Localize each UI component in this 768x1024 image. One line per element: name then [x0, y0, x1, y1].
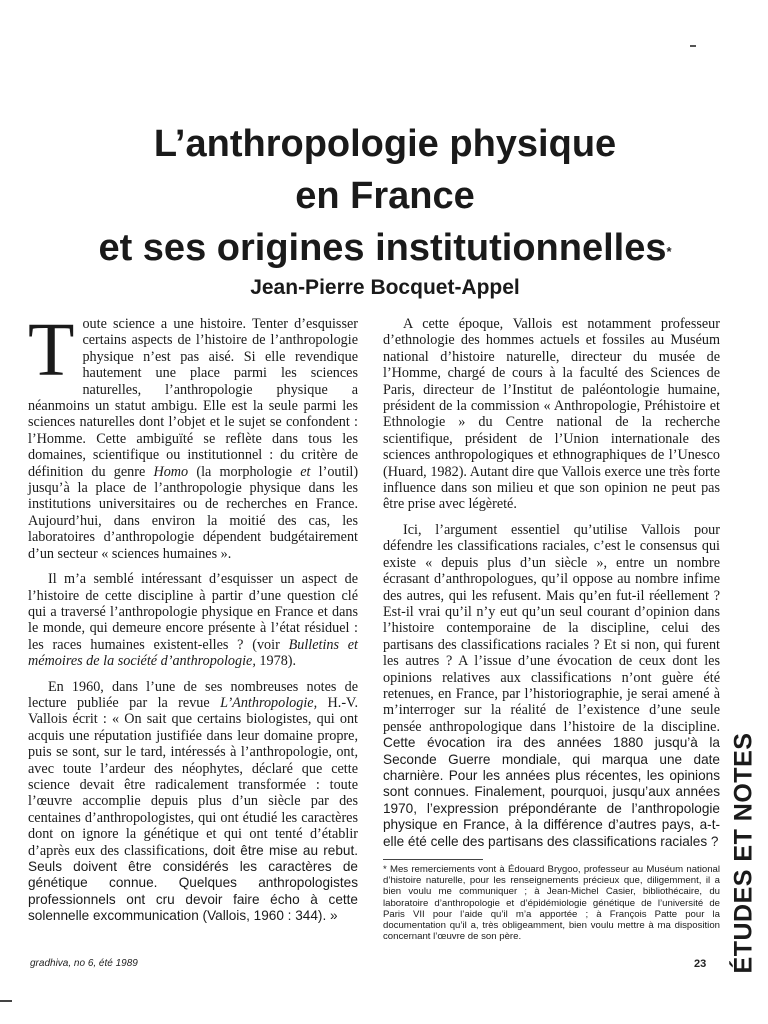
argument-tail: Cette évocation ira des années 1880 jusqu’à la Seconde Guerre mondiale, qui marqua une date charnière. Pour les années plus récentes, les opinions sont connues. Finalement, pourquoi, jusqu’aux années 1970, l’expression prépondérante de l’anthropologie physique en France, à la différence d’autres pays, a-t-elle été celle des partisans des classifications raciales ?	[383, 735, 720, 849]
title-footnote-mark: *	[666, 244, 672, 259]
right-column	[383, 316, 720, 951]
paragraph-intro	[28, 308, 359, 562]
author-name: Jean-Pierre Bocquet-Appel	[250, 276, 520, 299]
footnote-rule	[383, 859, 483, 860]
drop-cap: T	[28, 308, 75, 392]
section-label-text: ÉTUDES ET NOTES	[729, 732, 758, 974]
quote-italic-journal: L’Anthropologie,	[220, 694, 318, 711]
question-text: Il m’a semblé intéressant d’esquisser un aspect de l’histoire de cette discipline à partir d’une question clé qui a traversé l’anthropologie physique en France et dans le monde, qui demeure encore présente à l’état résiduel : les races humaines existent-elles ? (voir	[28, 571, 358, 653]
intro-italic-homo: Homo	[153, 463, 189, 480]
journal-citation: gradhiva, no 6, été 1989	[30, 958, 138, 969]
title-line-2: en France	[295, 175, 475, 217]
intro-mid: (la morphologie	[196, 463, 292, 480]
argument-text: Ici, l’argument essentiel qu’utilise Vallois pour défendre les classifications raciales, c’est le consensus qui existe « depuis plus d’un siècle », entre un nombre écrasant d’anthropologues, qu’il oppose au nombre infime des autres, qui les refusent. Mais qu’en fut-il réellement ? Est-il vrai qu’il n’y eut qu’un seul courant d’opinion dans l’histoire contemporaine de la discipline, celui des partisans des classifications raciales ? Et si non, qui furent les autres ? A l’issue d’une évocation de ceux dont les opinions relatives aux classifications n’ont guère été retenues, en France, par l’historiographie, je serai amené à m’interroger sur la réalité de l’existence d’une seule pensée anthropologique dans l’histoire de la discipline.	[383, 521, 720, 735]
scan-tick	[0, 1000, 12, 1002]
title-line-1: L’anthropologie physique	[153, 123, 617, 165]
intro-italic-et: et	[300, 463, 311, 480]
paragraph-vallois-career: A cette époque, Vallois est notamment professeur d’ethnologie des hommes actuels et fossiles au Muséum national d’histoire naturelle, directeur du musée de l’Homme, chargé de cours à la faculté des Sciences de Paris, directeur de l’Institut de paléontologie humaine, président de la commission « Anthropologie, Préhistoire et Ethnologie » du Centre national de la recherche scientifique, président de l’Union internationale des sciences anthropologiques et ethnographiques de l’Unesco (Huard, 1982). Autant dire que Vallois exerce une très forte influence dans son milieu et que son opinion ne peut pas être prise avec légèreté.	[383, 316, 720, 513]
quote-start: En 1960, dans l’une de ses nombreuses notes de lecture publiée par la revue	[28, 678, 358, 711]
paragraph-argument	[383, 522, 720, 850]
question-end: 1978).	[259, 653, 297, 670]
footnote: * Mes remerciements vont à Édouard Brygoo, professeur au Muséum national d’histoire naturelle, pour les renseignements précieux que, diligemment, il a bien voulu me communiquer ; à Jean-Michel Casier, bibliothécaire, du laboratoire d’anthropologie et d’épidémiologie génétique de l’université de Paris VII pour l’aide qu’il m’a apportée ; à François Patte pour la documentation qu’il a, très obligeamment, bien voulu mettre à ma disposition concernant l’œuvre de son père.	[383, 864, 720, 943]
scan-margin	[0, 0, 6, 1024]
title-line-3	[30, 222, 740, 274]
quote-mid: H.-V. Vallois écrit : « On sait que certains biologistes, qui ont acquis une réputation justifiée dans leur domaine propre, puis se sont, sur le tard, intéressés à l’anthropologie, ont, avec toute l’ardeur des néophytes, déclaré que cette science devait être radicalement transformée : toute l’œuvre accomplie depuis plus d’un siècle par des centaines d’anthropologistes, qui ont étudié les caractères dont on ignore la génétique et qui ont tenté d’établir d’après eux des classifications,	[28, 694, 359, 859]
page-number: 23	[694, 958, 707, 970]
paragraph-question	[28, 571, 358, 669]
article-title	[30, 118, 740, 274]
section-label	[724, 732, 764, 974]
left-column	[28, 308, 359, 934]
paragraph-vallois-quote	[28, 679, 358, 925]
question-italic-ref: Bulletins et mémoires de la société d’anthropologie,	[28, 636, 358, 670]
quote-tail: doit être mise au rebut. Seuls doivent être considérés les caractères de génétique connue. Quelques anthropologistes professionnels ont cru devoir faire écho à cette solennelle excommunication (Vallois, 1960 : 344). »	[28, 842, 359, 924]
intro-text: oute science a une histoire. Tenter d’esquisser certains aspects de l’histoire de l’anthropologie physique n’est pas aisé. Si elle revendique hautement une place parmi les sciences naturelles, l’anthropologie physique a néanmoins un statut ambigu. Elle est la seule parmi les sciences naturelles dont l’objet et le sujet se confondent : l’Homme. Cette ambiguïté se reflète dans tous les domaines, scientifique ou institutionnel : du critère de définition du genre	[28, 316, 358, 480]
scan-mark	[690, 45, 696, 47]
intro-end: l’outil) jusqu’à la place de l’anthropologie physique dans les institutions universitaires ou de recherches en France. Aujourd’hui, dans environ la moitié des cas, les laboratoires d’anthropologie dépendent budgétairement d’un secteur « sciences humaines ».	[28, 463, 359, 562]
title-line-3-text: et ses origines institutionnelles	[98, 227, 667, 269]
